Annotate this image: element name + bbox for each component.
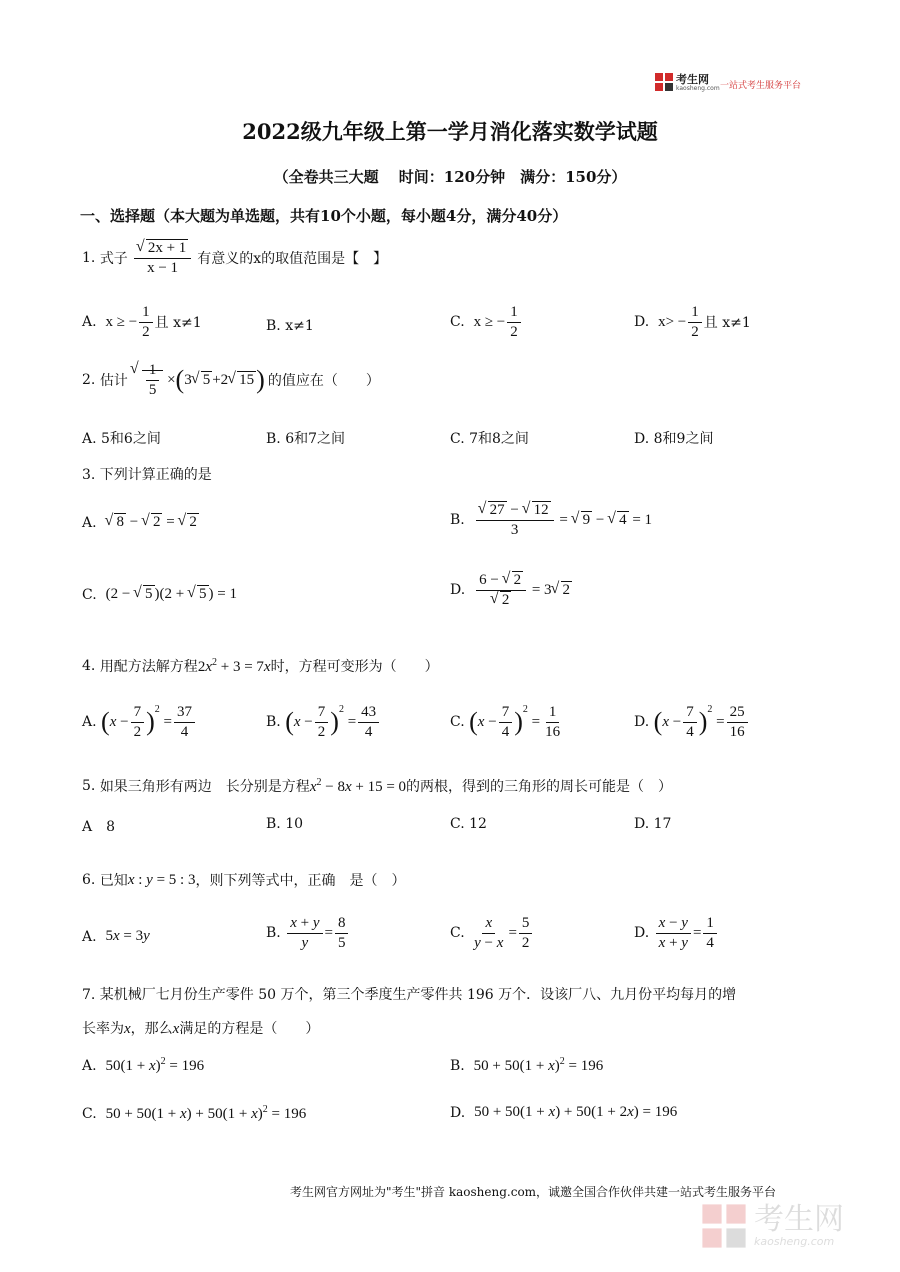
logo-icon [654, 72, 674, 92]
q2-option-c[interactable]: C. 7和8之间 [450, 431, 529, 447]
q5-option-a[interactable]: A 8 [82, 819, 116, 835]
section-heading: 一、选择题（本大题为单选题，共有10个小题，每小题4分，满分40分） [80, 207, 568, 225]
q3-option-d[interactable]: D. 6 − √ 2 √ 2 = 3√ 2 [450, 572, 572, 608]
q6-option-c[interactable]: C. $\frac{x}{y - x}$ = $\frac{5}{2}$ [450, 915, 534, 951]
footer-text: 考生网官方网址为"考生"拼音 kaosheng.com，诚邀全国合作伙伴共建一站式考生服务平台 [290, 1185, 777, 1199]
question-5: 5. 如果三角形有两边 长分别是方程 $x^2 - 8x + 15 = 0$ 的两根，得到的三角形的周长可能是（ ） [82, 776, 673, 795]
question-6: 6. 已知 x : y = 5 : 3 ，则下列等式中，正确 是（ ） [82, 871, 406, 889]
q6-ratio: x : y = 5 : 3 [127, 871, 196, 888]
q1-option-c[interactable]: C. x ≥ − $\frac{1}{2}$ [450, 304, 523, 340]
q1-option-d[interactable]: D. x> − $\frac{1}{2}$ 且 x≠1 [634, 304, 751, 340]
logo-url: kaosheng.com [676, 85, 720, 92]
logo-tagline: 一站式考生服务平台 [720, 81, 802, 91]
question-4: 4. 用配方法解方程 $2x^2 + 3 = 7x$ 时，方程可变形为（ ） [82, 656, 439, 675]
q6-option-b[interactable]: B. $\frac{x + y}{y}$ = $\frac{8}{5}$ [266, 915, 350, 951]
q2-option-d[interactable]: D. 8和9之间 [634, 431, 714, 447]
q3-option-c[interactable]: C. (2 − √ 5 )(2 + √ 5 ) = 1 [82, 586, 237, 603]
question-7-line2: 长率为x，那么x满足的方程是（ ） [82, 1021, 320, 1037]
watermark-url: kaosheng.com [754, 1234, 835, 1248]
q7-option-d[interactable]: D. 50 + 50(1 + x) + 50(1 + 2x) = 196 [450, 1104, 678, 1121]
q4-option-a[interactable]: A. ( x − $\frac{7}{2}$ ) $^2$ = $\frac{37}{4}$ [82, 704, 197, 740]
q2-option-a[interactable]: A. 5和6之间 [82, 431, 161, 447]
page-title: 2022级九年级上第一学月消化落实数学试题 [242, 119, 658, 144]
q4-equation: $2x^2 + 3 = 7x$ [197, 656, 271, 675]
q5-option-b[interactable]: B. 10 [266, 816, 304, 832]
q5-option-c[interactable]: C. 12 [450, 816, 487, 832]
exam-info: （全卷共三大题 时间：120分钟 满分：150分） [273, 168, 627, 186]
question-2: 2. 估计 √ $\frac{1}{5}$ × ( 3 √ 5 +2 √ 15 ) 的值应在（ ） [82, 362, 380, 398]
logo-name: 考生网 [676, 73, 709, 86]
q4-option-d[interactable]: D. ( x − $\frac{7}{4}$ ) $^2$ = $\frac{25}{16}$ [634, 704, 750, 740]
question-3: 3. 下列计算正确的是 [82, 467, 212, 483]
q4-option-b[interactable]: B. ( x − $\frac{7}{2}$ ) $^2$ = $\frac{43}{4}$ [266, 704, 381, 740]
question-7-line1: 7. 某机械厂七月份生产零件 50 万个，第三个季度生产零件共 196 万个．设该厂八、九月份平均每月的增 [82, 987, 737, 1003]
q1-option-a[interactable]: A. x ≥ − $\frac{1}{2}$ 且 x≠1 [82, 304, 202, 340]
q5-equation: $x^2 - 8x + 15 = 0$ [309, 776, 407, 795]
watermark-name: 考生网 [754, 1201, 844, 1237]
q3-option-b[interactable]: B. √ $\frac{27 - √ 12}{3}$ = √ 9 − √ 4 = 1 [450, 502, 652, 538]
q6-option-d[interactable]: D. $\frac{x - y}{x + y}$ = $\frac{1}{4}$ [634, 915, 719, 951]
q7-option-c[interactable]: C. $50 + 50(1 + x) + 50(1 + x)^2 = 196$ [82, 1104, 307, 1122]
q6-option-a[interactable]: A. 5x = 3y [82, 928, 150, 945]
q1-expression: √ $\frac{2x + 1}{x - 1}$ [134, 240, 191, 276]
q2-expression: √ $\frac{1}{5}$ × ( 3 √ 5 +2 √ 15 ) [131, 362, 265, 398]
q1-option-b[interactable]: B. x≠1 [266, 318, 314, 334]
question-1: 1. 式子 √ $\frac{2x + 1}{x - 1}$ 有意义的x的取值范围是【 】 [82, 240, 387, 276]
q2-option-b[interactable]: B. 6和7之间 [266, 431, 346, 447]
q3-option-a[interactable]: A. √ 8 − √ 2 = √ 2 [82, 514, 199, 531]
q5-option-d[interactable]: D. 17 [634, 816, 672, 832]
q7-option-b[interactable]: B. $50 + 50(1 + x)^2 = 196$ [450, 1056, 604, 1074]
q4-option-c[interactable]: C. ( x − $\frac{7}{4}$ ) $^2$ = $\frac{1}{16}$ [450, 704, 561, 740]
watermark-logo-icon [700, 1202, 748, 1250]
watermark [700, 1200, 878, 1252]
q7-option-a[interactable]: A. $50(1 + x)^2 = 196$ [82, 1056, 205, 1074]
